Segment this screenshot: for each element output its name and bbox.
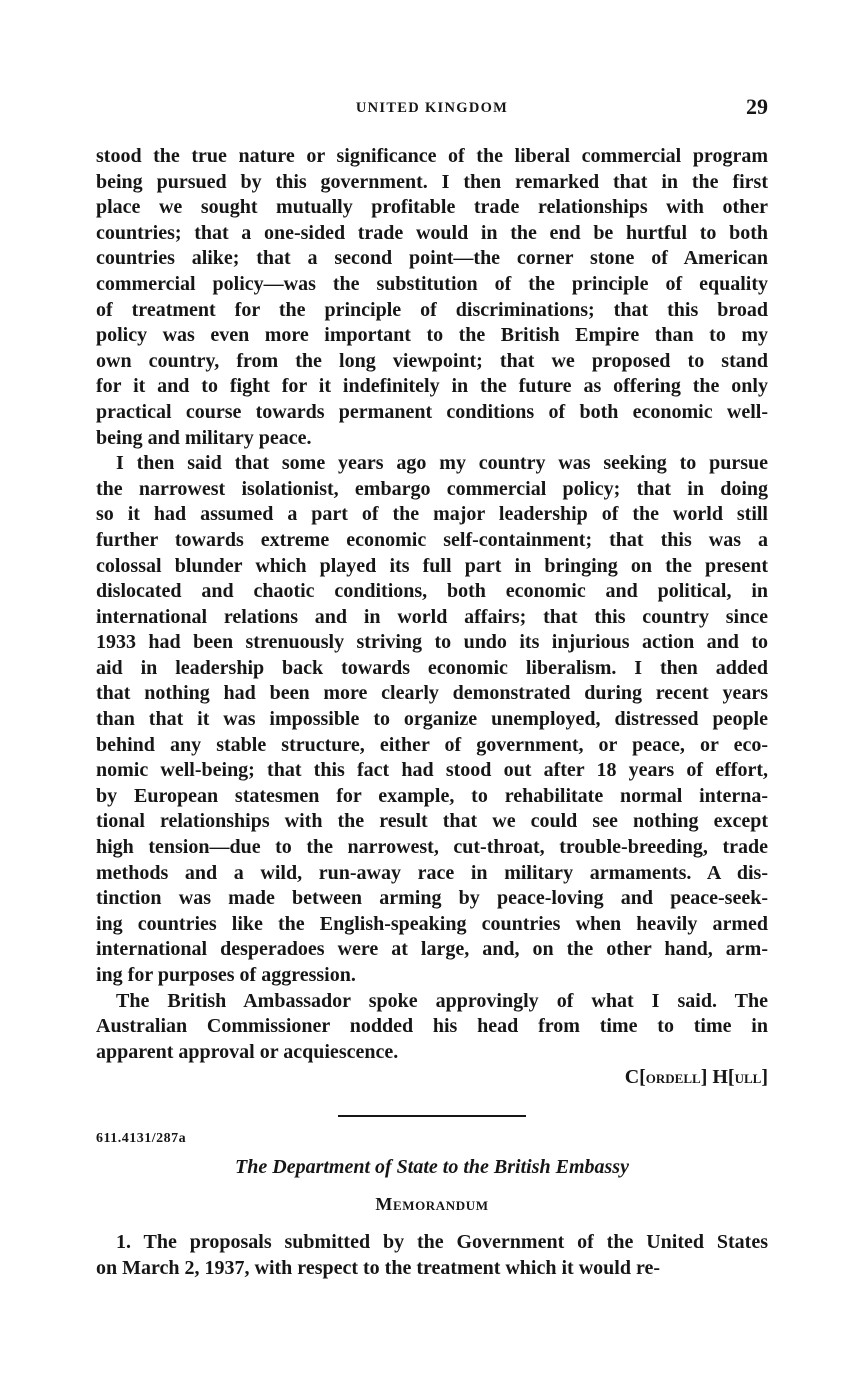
text-line: by European statesmen for example, to rehabilitate normal interna- bbox=[96, 784, 768, 807]
signature-last-name: ull bbox=[734, 1067, 762, 1088]
text-line: 1933 had been strenuously striving to undo its injurious action and to bbox=[96, 631, 768, 654]
text-line: so it had assumed a part of the major leadership of the world still bbox=[96, 503, 768, 526]
text-line: tinction was made between arming by peace-loving and peace-seek- bbox=[96, 887, 768, 910]
page-header bbox=[96, 92, 768, 124]
text-line: for it and to fight for it indefinitely in the future as offering the only bbox=[96, 375, 768, 398]
body-paragraph bbox=[96, 144, 768, 451]
text-line: being and military peace. bbox=[96, 426, 312, 449]
text-line: that nothing had been more clearly demonstrated during recent years bbox=[96, 682, 768, 705]
text-line: the narrowest isolationist, embargo commercial policy; that in doing bbox=[96, 477, 768, 500]
memorandum-heading: Memorandum bbox=[375, 1193, 489, 1214]
text-line: of treatment for the principle of discriminations; that this broad bbox=[96, 298, 768, 321]
text-line: countries alike; that a second point—the corner stone of American bbox=[96, 247, 768, 270]
text-line: on March 2, 1937, with respect to the treatment which it would re- bbox=[96, 1256, 661, 1279]
page-number: 29 bbox=[746, 94, 768, 119]
text-line: countries; that a one-sided trade would in the end be hurtful to both bbox=[96, 221, 768, 244]
running-head: UNITED KINGDOM bbox=[355, 100, 509, 116]
text-line: international desperadoes were at large, and, on the other hand, arm- bbox=[96, 938, 768, 961]
memorandum-paragraph bbox=[96, 1230, 768, 1281]
document-page bbox=[96, 92, 768, 1281]
text-line: behind any stable structure, either of government, or peace, or eco- bbox=[96, 733, 768, 756]
embassy-memorandum bbox=[96, 1131, 768, 1281]
document-title: The Department of State to the British Embassy bbox=[235, 1155, 629, 1178]
text-line: aid in leadership back towards economic liberalism. I then added bbox=[96, 656, 768, 679]
text-line: dislocated and chaotic conditions, both economic and political, in bbox=[96, 580, 768, 603]
text-line: further towards extreme economic self-containment; that this was a bbox=[96, 528, 768, 551]
text-line: ing for purposes of aggression. bbox=[96, 964, 356, 986]
signature-separator: ] H[ bbox=[700, 1066, 735, 1089]
text-line: practical course towards permanent conditions of both economic well- bbox=[96, 400, 768, 423]
body-paragraph bbox=[96, 451, 768, 988]
text-line: place we sought mutually profitable trade relationships with other bbox=[96, 196, 768, 219]
text-line: I then said that some years ago my country was seeking to pursue bbox=[116, 452, 768, 475]
text-line: than that it was impossible to organize unemployed, distressed people bbox=[96, 708, 768, 731]
text-line: nomic well-being; that this fact had stood out after 18 years of effort, bbox=[96, 759, 768, 782]
text-line: ing countries like the English-speaking countries when heavily armed bbox=[96, 912, 768, 935]
text-line: commercial policy—was the substitution of the principle of equality bbox=[96, 272, 768, 295]
text-line: international relations and in world affairs; that this country since bbox=[96, 605, 768, 628]
text-line: apparent approval or acquiescence. bbox=[96, 1040, 399, 1063]
text-line: 1. The proposals submitted by the Government of the United States bbox=[116, 1230, 768, 1253]
text-line: Australian Commissioner nodded his head from time to time in bbox=[96, 1015, 768, 1038]
text-line: policy was even more important to the British Empire than to my bbox=[96, 324, 768, 347]
text-line: own country, from the long viewpoint; that we proposed to stand bbox=[96, 349, 768, 372]
signature bbox=[96, 1065, 768, 1091]
signature-first-name: ordell bbox=[645, 1067, 701, 1088]
text-line: methods and a wild, run-away race in military armaments. A dis- bbox=[96, 861, 768, 884]
text-line: high tension—due to the narrowest, cut-throat, trouble-breeding, trade bbox=[96, 836, 768, 859]
signature-first-initial: C[ bbox=[624, 1066, 646, 1089]
text-line: being pursued by this government. I then remarked that in the first bbox=[96, 170, 768, 193]
body-paragraph bbox=[96, 989, 768, 1066]
text-line: stood the true nature or significance of the liberal commercial program bbox=[96, 145, 768, 167]
section-divider bbox=[338, 1115, 526, 1117]
signature-end: ] bbox=[761, 1066, 768, 1089]
text-line: colossal blunder which played its full part in bringing on the present bbox=[96, 554, 768, 577]
conversation-memorandum bbox=[96, 144, 768, 1091]
file-number: 611.4131/287a bbox=[96, 1130, 187, 1146]
text-line: The British Ambassador spoke approvingly of what I said. The bbox=[116, 989, 768, 1012]
text-line: tional relationships with the result that we could see nothing except bbox=[96, 810, 768, 833]
